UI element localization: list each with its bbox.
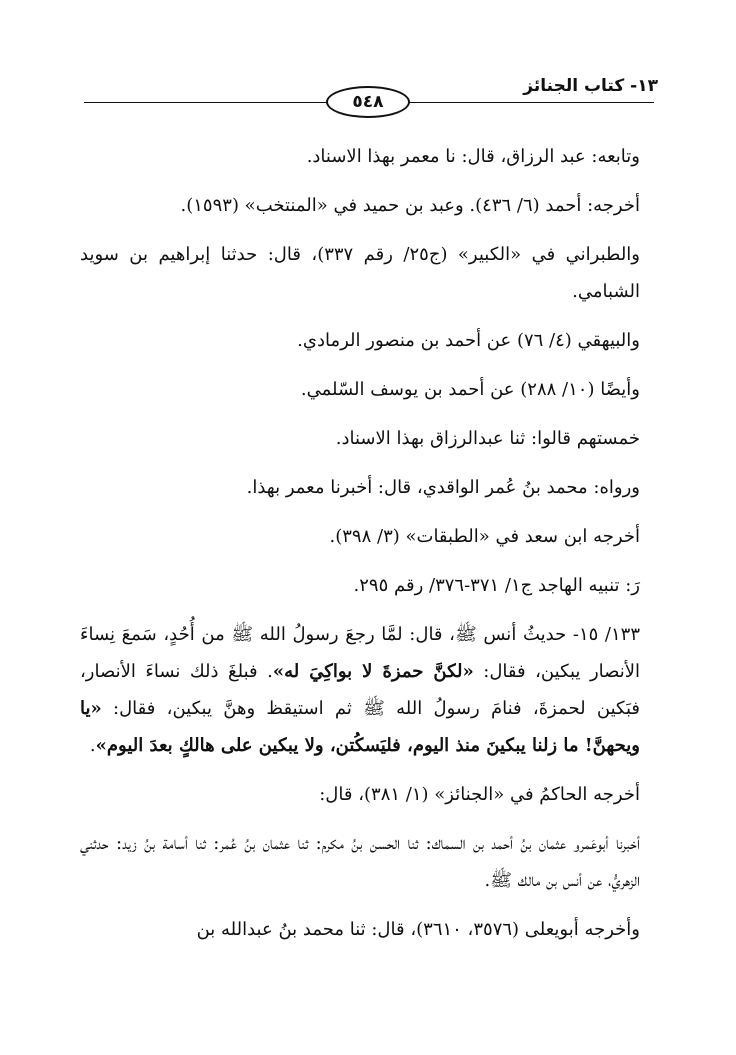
text-line-2: أخرجه: أحمد (٦/ ٤٣٦). وعبد بن حميد في «المنتخب» (١٥٩٣). bbox=[180, 195, 640, 216]
hadith-paragraph bbox=[80, 616, 654, 764]
body-text bbox=[80, 138, 654, 960]
chapter-title: ١٣- كتاب الجنائز bbox=[523, 76, 658, 96]
text-line-7: ورواه: محمد بنُ عُمر الواقدي، قال: أخبرنا معمر بهذا. bbox=[246, 477, 640, 498]
text-line-9: رَ: تنبيه الهاجد ج١/ ٣٧١-٣٧٦/ رقم ٢٩٥. bbox=[353, 575, 640, 596]
text-line-6: خمستهم قالوا: ثنا عبدالرزاق بهذا الاسناد. bbox=[335, 428, 640, 449]
text-line-12: وأخرجه أبويعلى (٣٥٧٦، ٣٦١٠)، قال: ثنا محمد بنُ عبدالله بن bbox=[196, 919, 640, 940]
hadith-text-a: ١٣٣/ ١٥- حديثُ أنس ﷺ، قال: لمَّا رجعَ رسولُ الله ﷺ من أُحُدٍ، سَمعَ نِساءَ الأنصار يبكين، فقال: bbox=[80, 624, 641, 682]
hadith-quote-1: «لكنَّ حمزةَ لا بواكِيَ له» bbox=[272, 661, 474, 682]
text-line-1: وتابعه: عبد الرزاق، قال: نا معمر بهذا الاسناد. bbox=[306, 146, 640, 167]
page-number: ٥٤٨ bbox=[326, 86, 410, 118]
text-line-5: وأيضًا (١٠/ ٢٨٨) عن أحمد بن يوسف السّلمي. bbox=[300, 379, 640, 400]
text-line-3: والطبراني في «الكبير» (ج٢٥/ رقم ٣٣٧)، قال: حدثنا إبراهيم بن سويد الشبامي. bbox=[80, 244, 640, 302]
hadith-text-c: . فبلغَ ذلك نساءَ الأنصار، فبَكين لحمزةَ، فنامَ رسولُ الله ﷺ ثم استيقظ وهنَّ يبكين، فقال: bbox=[80, 661, 640, 719]
text-line-8: أخرجه ابن سعد في «الطبقات» (٣/ ٣٩٨). bbox=[329, 526, 640, 547]
text-line-4: والبيهقي (٤/ ٧٦) عن أحمد بن منصور الرمادي. bbox=[297, 330, 640, 351]
hadith-text-e: . bbox=[89, 735, 96, 756]
text-line-10: أخرجه الحاكمُ في «الجنائز» (١/ ٣٨١)، قال: bbox=[319, 784, 640, 805]
text-line-11: أخبرنا أبوعَمرو عثمان بنُ أحمد بن السماك: ثنا الحسن بنُ مكرم: ثنا عثمان بنُ عُمر: ثنا أسامة بنُ زيد: حدثني الزهريُّ، عن أنس بن مالك ﷺ. bbox=[80, 833, 640, 891]
hadith-quote-2: «يا ويحهنَّ! ما زلنا يبكينَ منذ اليوم، فليَسكُتن، ولا يبكين على هالكٍ بعدَ اليوم» bbox=[80, 698, 640, 756]
